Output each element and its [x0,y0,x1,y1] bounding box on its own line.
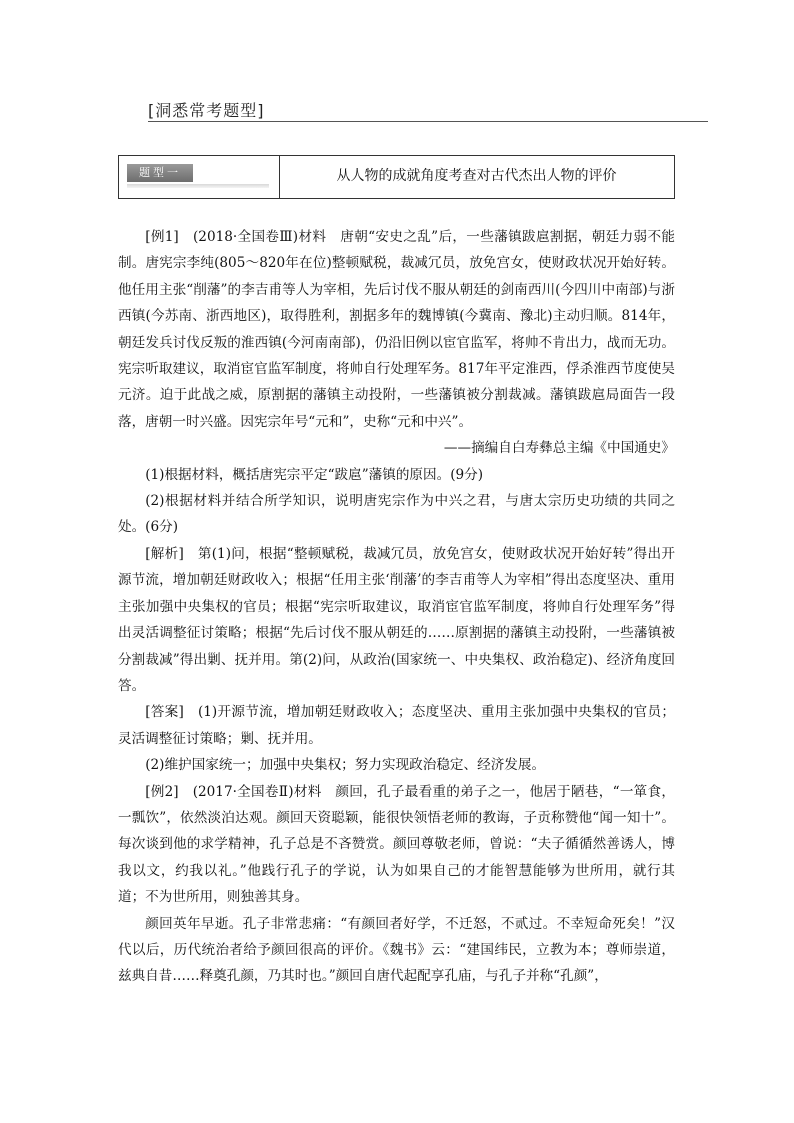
example2-paragraph-1: [例2] (2017·全国卷Ⅱ)材料 颜回，孔子最看重的弟子之一，他居于陋巷，“一箪食，一瓢饮”，依然淡泊达观。颜回天资聪颖，能很快领悟老师的教诲，子贡称赞他“闻一知十”。每次谈到他的求学精神，孔子总是不吝赞赏。颜回尊敬老师，曾说：“夫子循循然善诱人，博我以文，约我以礼。”他践行孔子的学说，认为如果自己的才能智慧能够为世所用，就行其道；不为世所用，则独善其身。 [118,783,675,906]
type-title: 从人物的成就角度考查对古代杰出人物的评价 [336,168,617,184]
analysis-paragraph: [解析] 第(1)问，根据“整顿赋税，裁减冗员，放免宫女，使财政状况开始好转”得出开源节流，增加朝廷财政收入；根据“任用主张‘削藩’的李吉甫等人为宰相”得出态度坚决、重用主张加强中央集权的官员；根据“宪宗听取建议，取消宦官监军制度，将帅自行处理军务”得出灵活调整征讨策略；根据“先后讨伐不服从朝廷的……原割据的藩镇主动投附，一些藩镇被分割裁减”得出剿、抚并用。第(2)问，从政治(国家统一、中央集权、政治稳定)、经济角度回答。 [118,545,675,694]
question-1: (1)根据材料，概括唐宪宗平定“跋扈”藩镇的原因。(9分) [145,466,484,483]
example2-paragraph-2: 颜回英年早逝。孔子非常悲痛：“有颜回者好学，不迁怒，不贰过。不幸短命死矣！”汉代以后，历代统治者给予颜回很高的评价。《魏书》云：“建国纬民，立教为本；尊师崇道，兹典自昔……释奠孔颜，乃其时也。”颜回自唐代起配享孔庙，与孔子并称“孔颜”， [118,915,675,985]
example1-source: ——摘编自白寿彝总主编《中国通史》 [443,440,675,457]
example1-material: [例1] (2018·全国卷Ⅲ)材料 唐朝“安史之乱”后，一些藩镇跋扈割据，朝廷力弱不能制。唐宪宗李纯(805～820年在位)整顿赋税，裁减冗员，放免宫女，使财政状况开始好转。他任用主张“削藩”的李吉甫等人为宰相，先后讨伐不服从朝廷的剑南西川(今四川中南部)与浙西镇(今苏南、浙西地区)，取得胜利，割据多年的魏博镇(今冀南、豫北)主动归顺。814年，朝廷发兵讨伐反叛的淮西镇(今河南南部)，仍沿旧例以宦官监军，将帅不肯出力，战而无功。宪宗听取建议，取消宦官监军制度，将帅自行处理军务。817年平定淮西，俘杀淮西节度使吴元济。迫于此战之威，原割据的藩镇主动投附，一些藩镇被分割裁减。藩镇跋扈局面告一段落，唐朝一时兴盛。因宪宗年号“元和”，史称“元和中兴”。 [118,229,675,430]
answer-2: (2)维护国家统一；加强中央集权；努力实现政治稳定、经济发展。 [145,757,546,774]
question-type-box [118,155,675,199]
type-badge-underline [127,184,269,188]
type-badge: 题型一 [127,164,193,182]
answer-1: [答案] (1)开源节流，增加朝廷财政收入；态度坚决、重用主张加强中央集权的官员；灵活调整征讨策略；剿、抚并用。 [118,704,675,747]
section-header [148,96,708,124]
document-body [118,224,675,990]
section-divider [148,121,708,122]
question-2: (2)根据材料并结合所学知识，说明唐宪宗作为中兴之君，与唐太宗历史功绩的共同之处。(6分) [118,493,675,536]
type-label-cell [119,156,280,198]
section-title: [洞悉常考题型] [148,101,265,120]
